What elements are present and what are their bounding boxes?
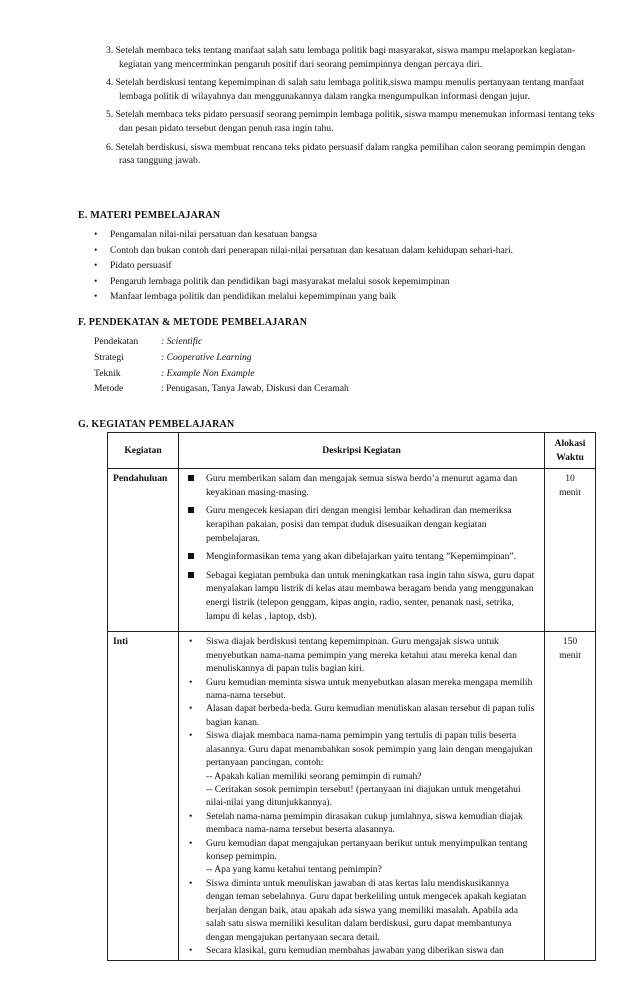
row-desc-pendahuluan [179,469,545,632]
list-item [184,729,539,810]
header-deskripsi: Deskripsi Kegiatan [179,433,545,469]
time-unit: menit [559,486,581,498]
time-value: 150 [562,636,578,648]
section-f-title: F. PENDEKATAN & METODE PEMBELAJARAN [78,317,308,328]
approach-table [94,334,574,397]
row-time-inti [545,632,596,961]
row-label-inti: Inti [108,632,179,961]
indicator-4: 4. Setelah berdiskusi tentang kepemimpinan di salah satu lembaga politik,siswa mampu menulis pertanyaan tentang manfaat lembaga politik di wilayahnya dan menggunakannya dalam rangka mengumpulkan informasi dengan jujur. [106,77,584,102]
table-header-row [108,433,596,469]
list-item: • Alasan dapat berbeda-beda. Guru kemudian menuliskan alasan tersebut di papan tulis bagian kanan. [184,702,539,729]
time-value: 10 [565,473,575,485]
row-desc-inti [179,632,545,961]
materi-item: • Pengamalan nilai-nilai persatuan dan kesatuan bangsa [94,227,614,243]
sub-item: -- Apa yang kamu ketahui tentang pemimpin? [206,864,382,876]
approach-key: Pendekatan [94,336,139,347]
activity-table [107,432,596,961]
materi-list [94,227,614,305]
sub-item: -- Apakah kalian memiliki seorang pemimpin di rumah? [206,770,422,782]
materi-item: • Manfaat lembaga politik dan pendidikan melalui kepemimpinan yang baik [94,289,614,305]
technique-key: Teknik [94,367,121,379]
indicator-list [106,44,596,173]
list-item-text: Siswa diajak membaca nama-nama pemimpin yang tertulis di papan tulis beserta alasannya. Guru dapat menambahkan sosok pemimpin yang lain dengan mengajukan pertanyaan pancingan, contoh: [206,730,533,769]
approach-value: : Scientific [161,336,203,347]
section-g-title: G. KEGIATAN PEMBELAJARAN [78,419,235,430]
materi-item: • Contoh dan bukan contoh dari penerapan nilai-nilai persatuan dan kesatuan dalam kehidupan sehari-hari. [94,243,614,259]
row-time-pendahuluan [545,469,596,632]
method-value: : Penugasan, Tanya Jawab, Diskusi dan Ceramah [161,383,349,395]
table-row-inti [108,632,596,961]
materi-item: • Pidato persuasif [94,258,614,274]
time-unit: menit [559,649,581,661]
list-item: Guru mengecek kesiapan diri dengan mengisi lembar kehadiran dan memeriksa kerapihan pakaian, posisi dan tempat duduk disesuaikan dengan kegiatan pembelajaran. [184,504,539,545]
header-kegiatan: Kegiatan [108,433,179,469]
method-key: Metode [94,383,124,395]
sub-item: -- Ceritakan sosok pemimpin tersebut! (pertanyaan ini diajukan untuk mengetahui nilai-nilai yang ditunjukkannya). [206,783,521,809]
list-item [184,837,539,877]
technique-value: : Example Non Example [161,367,255,379]
list-item: • Siswa diminta untuk menuliskan jawaban di atas kertas lalu mendiskusikannya dengan teman sebelahnya. Guru dapat berkeliling untuk mengecek apakah kegiatan berjalan dengan baik, atau apakah ada siswa yang memiliki masalah. Apabila ada salah satu siswa memiliki kesulitan dalam berdiskusi, guru dapat membantunya dengan mengajukan pertanyaan secara detail. [184,877,539,944]
materi-item: • Pengaruh lembaga politik dan pendidikan bagi masyarakat melalui sosok kepemimpinan [94,274,614,290]
indicator-5: 5. Setelah membaca teks pidato persuasif seorang pemimpin lembaga politik, siswa mampu menemukan informasi tentang teks dan pesan pidato tersebut dengan penuh rasa ingin tahu. [106,109,595,135]
list-item: Sebagai kegiatan pembuka dan untuk meningkatkan rasa ingin tahu siswa, guru dapat menyalakan lampu listrik di kelas atau membawa beragam benda yang menggunakan energi listrik (telepon genggam, kipas angin, radio, senter, penanak nasi, setrika, lampu di kelas , laptop, dsb). [184,569,539,623]
strategy-row [94,350,574,366]
list-item-text: Guru kemudian dapat mengajukan pertanyaan berikut untuk menyimpulkan tentang konsep pemimpin. [206,837,528,863]
approach-row [94,334,574,350]
table-row-pendahuluan [108,469,596,632]
list-item: Menginformasikan tema yang akan dibelajarkan yaitu tentang ”Kepemimpinan”. [184,550,539,564]
list-item: • Guru kemudian meminta siswa untuk menyebutkan alasan mereka mengapa memilih nama-nama tersebut. [184,676,539,703]
technique-row [94,366,574,382]
strategy-key: Strategi [94,351,124,363]
list-item: • Secara klasikal, guru kemudian membahas jawaban yang diberikan siswa dan [184,944,539,957]
method-row [94,381,574,397]
indicator-3: 3. Setelah membaca teks tentang manfaat salah satu lembaga politik bagi masyarakat, siswa mampu melaporkan kegiatan-kegiatan yang mencerminkan pengaruh positif dari seorang pemimpinnya dengan percaya diri. [106,45,576,70]
list-item: Guru memberikan salam dan mengajak semua siswa berdo’a menurut agama dan keyakinan masing-masing. [184,472,539,499]
indicator-6: 6. Setelah berdiskusi, siswa membuat rencana teks pidato persuasif dalam rangka pemilihan calon seorang pemimpin dengan rasa tanggung jawab. [106,141,586,167]
row-label-pendahuluan: Pendahuluan [108,469,179,632]
section-e-title: E. MATERI PEMBELAJARAN [78,210,221,221]
header-alokasi: Alokasi Waktu [545,433,596,469]
list-item: • Siswa diajak berdiskusi tentang kepemimpinan. Guru mengajak siswa untuk menyebutkan nama-nama pemimpin yang mereka ketahui atau mereka kenal dan menuliskannya di papan tulis bagian kiri. [184,635,539,675]
strategy-value: : Cooperative Learning [161,351,252,363]
list-item: • Setelah nama-nama pemimpin dirasakan cukup jumlahnya, siswa kemudian diajak membaca nama-nama tersebut beserta alasannya. [184,810,539,837]
